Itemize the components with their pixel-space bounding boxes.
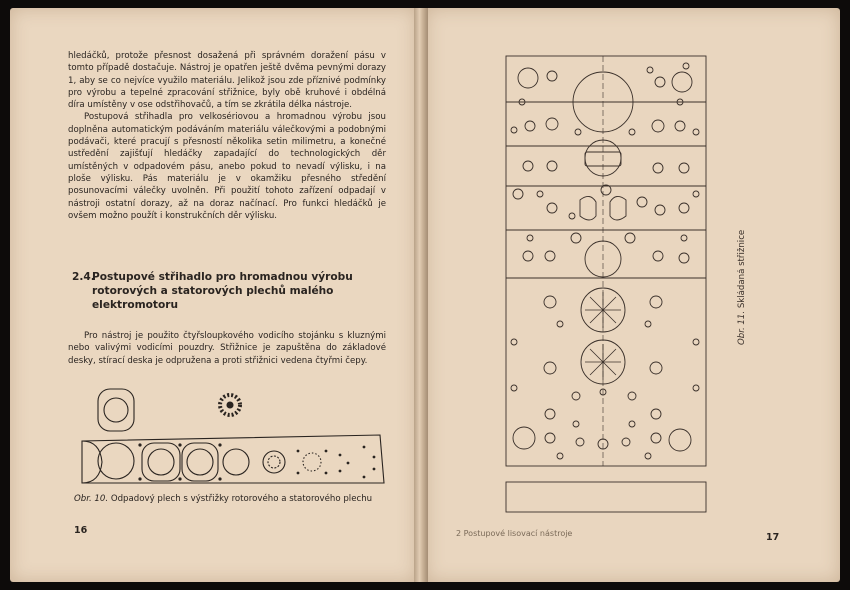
- figure-10-text: Odpadový plech s výstřižky rotorového a statorového plechu: [110, 494, 373, 504]
- section-title: Postupové střihadlo pro hromadnou výrobu rotorových a statorových plechů malého elektromotoru: [92, 271, 353, 311]
- page-number-right: 17: [766, 532, 780, 543]
- paragraph-1: hledáčků, protože přesnost dosažená při správném doražení pásu v tomto případě dostačuje. Nástroj je opatřen ještě dvěma pevnými dorazy 1, aby se co nejvíce využilo materiálu. Jelikož jsou zde příznivé podmínky pro výrobu a tepelné zpracování střižnice, byly obě kruhové i obdélná díra umístěny v ose odstřihovačů, a tím se zkrátila délka nástroje.: [68, 51, 386, 111]
- paragraph-3: Pro nástroj je použito čtyřsloupkového vodicího stojánku s kluznými nebo valivými vodicími pouzdry. Střižnice je zapuštěna do základové desky, stírací deska je odpružena a proti střižnici vedena čtyřmi čepy.: [68, 331, 386, 366]
- hole-pattern: [511, 63, 699, 459]
- first-cutout: [98, 443, 134, 479]
- paragraph-2: Postupová střihadla pro velkosériovou a hromadnou výrobu jsou doplněna automatickým podáváním materiálu válečkovými a podobnými podávači, které pracují s přesností několika setin milimetru, a konečné ustředění zajišťují hledáčky zapadající do technologických děr umístěných v odpadovém pásu, anebo pokud to nevadí výlisku, i na ploše výlisku. Pás materiálu je v okamžiku přesného středění posunovacími válečky uvolněn. Při použití tohoto zařízení odpadají v nástroji ostatní dorazy, až na doraz načínací. Pro funkci hledáčků je ovšem možno použít i konstrukčních děr výlisku.: [68, 112, 386, 221]
- rotor-cutout: [263, 451, 285, 473]
- left-page-body-text: [68, 50, 386, 222]
- figure-10-caption: [74, 494, 394, 504]
- running-footer: 2 Postupové lisovací nástroje: [456, 529, 573, 538]
- figure-10-waste-strip: [78, 385, 390, 490]
- section-heading: [72, 270, 392, 312]
- die-outline: [506, 56, 706, 466]
- page-number-left: 16: [74, 525, 88, 536]
- stator-blank-bore: [104, 398, 128, 422]
- stripper-plate: [506, 482, 706, 512]
- bore-cutout: [223, 449, 249, 475]
- figure-10-label: Obr. 10.: [74, 494, 109, 504]
- book-gutter: [414, 8, 428, 582]
- slot-pattern: [303, 453, 321, 471]
- section-number: 2.4.: [72, 271, 95, 283]
- figure-11-label: Obr. 11.: [737, 310, 747, 345]
- figure-11-caption: [737, 229, 751, 345]
- figure-11-die-drawing: [500, 52, 714, 516]
- stator-blank-outline: [98, 389, 134, 431]
- strip-outline: [82, 435, 384, 483]
- figure-11-text: Skládaná střižnice: [737, 229, 747, 309]
